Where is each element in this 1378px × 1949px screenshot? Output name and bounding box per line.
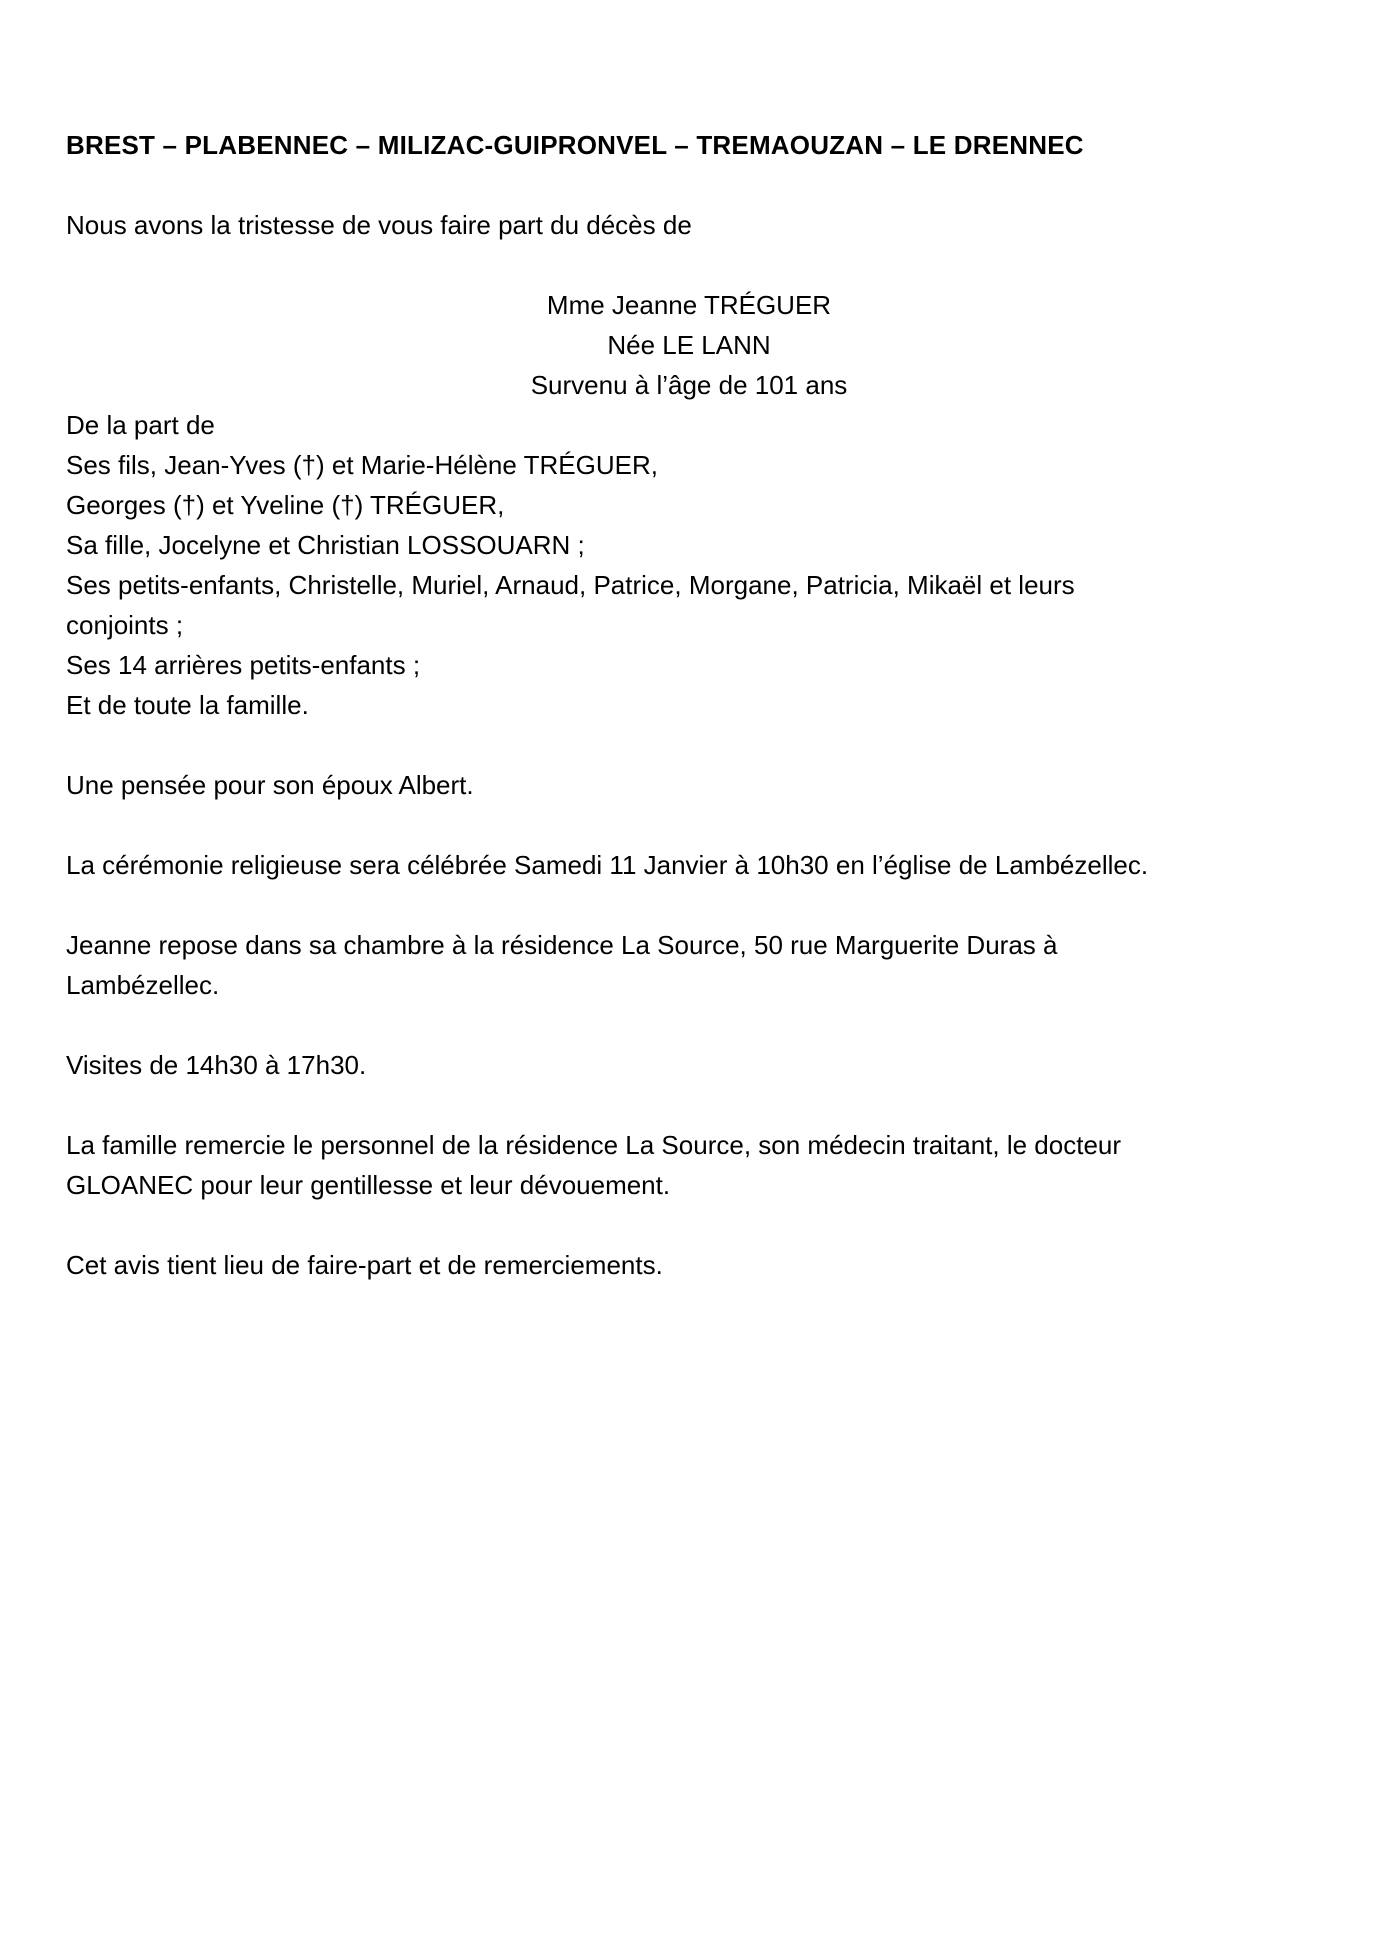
family-line: Sa fille, Jocelyne et Christian LOSSOUARN ; — [66, 530, 585, 560]
paragraph-line: Lambézellec. — [66, 970, 220, 1000]
intro-sentence: Nous avons la tristesse de vous faire part du décès de — [66, 210, 692, 240]
communes-header: BREST – PLABENNEC – MILIZAC-GUIPRONVEL – TREMAOUZAN – LE DRENNEC — [66, 130, 1084, 160]
paragraph-line: GLOANEC pour leur gentillesse et leur dévouement. — [66, 1170, 671, 1200]
deceased-name: Mme Jeanne TRÉGUER — [546, 290, 832, 320]
family-intro: De la part de — [66, 410, 215, 440]
paragraph-visits — [66, 1045, 1312, 1085]
family-line: Et de toute la famille. — [66, 690, 309, 720]
paragraph-tribute — [66, 765, 1312, 805]
deceased-block — [66, 285, 1312, 405]
family-line: Georges (†) et Yveline (†) TRÉGUER, — [66, 490, 505, 520]
family-line: conjoints ; — [66, 610, 184, 640]
paragraph-line: Jeanne repose dans sa chambre à la résidence La Source, 50 rue Marguerite Duras à — [66, 930, 1058, 960]
paragraph-repose — [66, 925, 1312, 1005]
family-line: Ses 14 arrières petits-enfants ; — [66, 650, 421, 680]
family-block — [66, 405, 1312, 725]
paragraph-thanks — [66, 1125, 1312, 1205]
family-line: Ses fils, Jean-Yves (†) et Marie-Hélène TRÉGUER, — [66, 450, 658, 480]
paragraph-line: Une pensée pour son époux Albert. — [66, 770, 474, 800]
deceased-age-line: Survenu à l’âge de 101 ans — [530, 370, 848, 400]
paragraph-ceremony — [66, 845, 1312, 885]
paragraph-line: La famille remercie le personnel de la résidence La Source, son médecin traitant, le docteur — [66, 1130, 1122, 1160]
paragraph-line: La cérémonie religieuse sera célébrée Samedi 11 Janvier à 10h30 en l’église de Lambézellec. — [66, 850, 1149, 880]
paragraph-line: Cet avis tient lieu de faire-part et de remerciements. — [66, 1250, 663, 1280]
deceased-maiden-name: Née LE LANN — [607, 330, 771, 360]
paragraph-line: Visites de 14h30 à 17h30. — [66, 1050, 367, 1080]
paragraph-closing — [66, 1245, 1312, 1285]
family-line: Ses petits-enfants, Christelle, Muriel, Arnaud, Patrice, Morgane, Patricia, Mikaël et leurs — [66, 570, 1075, 600]
